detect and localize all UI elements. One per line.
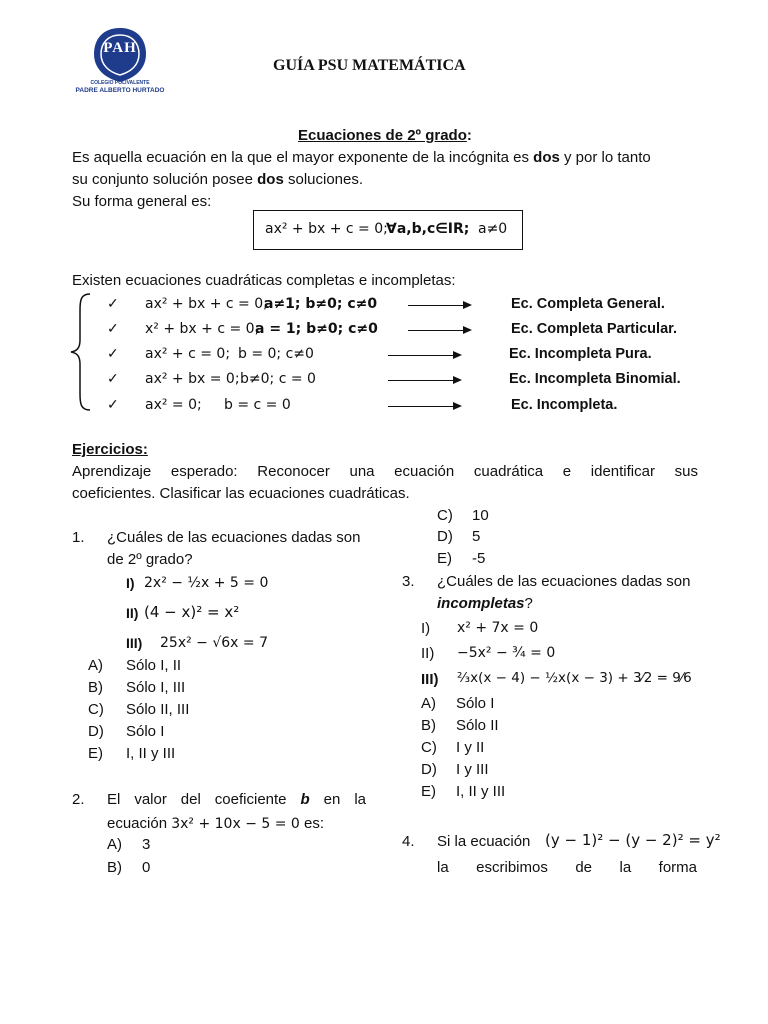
item-label: I) <box>421 620 431 637</box>
answer-option-a[interactable] <box>88 657 288 677</box>
option-text: 0 <box>142 859 151 876</box>
item-label: II) <box>421 645 435 662</box>
option-text: Sólo I, III <box>126 679 186 696</box>
question-text-line-2 <box>107 815 324 832</box>
type-equation: x² + bx + c = 0; <box>145 321 260 337</box>
q2-equation: 3x² + 10x − 5 = 0 <box>171 816 300 832</box>
type-row-2 <box>0 320 768 342</box>
answer-option-d[interactable] <box>437 528 557 548</box>
intro-p2-b: dos <box>257 171 284 188</box>
type-label: Ec. Completa Particular. <box>511 321 678 337</box>
answer-option-e[interactable] <box>88 745 288 765</box>
q3-text-question-mark: ? <box>524 595 533 612</box>
item-label: III) <box>421 671 439 688</box>
type-label: Ec. Incompleta. <box>511 397 618 413</box>
option-letter: A) <box>107 836 122 853</box>
right-arrow-icon <box>388 406 460 407</box>
general-formula-c: a≠0 <box>478 221 508 237</box>
intro-p2-a: su conjunto solución posee <box>72 171 258 188</box>
item-label: III) <box>126 635 143 651</box>
type-condition: b = 0; c≠0 <box>238 346 314 362</box>
option-letter: C) <box>88 701 104 718</box>
school-logo <box>70 26 170 96</box>
section-heading-colon: : <box>466 127 472 144</box>
option-letter: E) <box>421 783 436 800</box>
option-letter: D) <box>88 723 104 740</box>
intro-p1-b: dos <box>533 149 560 166</box>
option-text: Sólo I <box>126 723 165 740</box>
question-text-line-2: la escribimos de la forma <box>437 859 697 876</box>
right-arrow-icon <box>408 330 470 331</box>
question-text-line-2 <box>437 595 533 612</box>
option-letter: D) <box>421 761 437 778</box>
type-condition: b≠0; c = 0 <box>240 371 316 387</box>
q2-text-c: en la <box>309 791 366 808</box>
general-formula-a: ax² + bx + c = 0; <box>265 221 388 237</box>
intro-p1-a: Es aquella ecuación en la que el mayor exponente de la incógnita es <box>72 149 534 166</box>
section-heading <box>298 127 472 144</box>
check-icon: ✓ <box>107 345 119 361</box>
answer-option-d[interactable] <box>88 723 288 743</box>
intro-paragraph-line-2 <box>72 171 363 188</box>
type-condition: b = c = 0 <box>224 397 291 413</box>
option-text: I y III <box>456 761 489 778</box>
option-text: I y II <box>456 739 485 756</box>
check-icon: ✓ <box>107 396 119 412</box>
answer-option-c[interactable] <box>88 701 288 721</box>
option-text: Sólo I, II <box>126 657 182 674</box>
type-label: Ec. Completa General. <box>511 296 665 312</box>
right-arrow-icon <box>388 355 460 356</box>
answer-option-b[interactable] <box>421 717 601 737</box>
question-number: 3. <box>402 573 415 590</box>
item-expression: x² + 7x = 0 <box>457 620 539 636</box>
types-intro: Existen ecuaciones cuadráticas completas e incompletas: <box>72 272 456 289</box>
q2-text-2a: ecuación <box>107 815 168 832</box>
type-condition: a = 1; b≠0; c≠0 <box>255 321 378 337</box>
answer-option-e[interactable] <box>437 550 557 570</box>
type-equation: ax² + bx = 0; <box>145 371 240 387</box>
type-row-4 <box>0 370 768 392</box>
option-text: Sólo I <box>456 695 495 712</box>
type-label: Ec. Incompleta Pura. <box>509 346 652 362</box>
q4-equation: (y − 1)² − (y − 2)² = y² <box>545 831 721 849</box>
type-row-5 <box>0 396 768 418</box>
question-number: 1. <box>72 529 85 546</box>
option-letter: B) <box>421 717 436 734</box>
expected-learning-line-2: coeficientes. Clasificar las ecuaciones cuadráticas. <box>72 485 410 502</box>
item-expression: 2x² − ½x + 5 = 0 <box>144 575 269 591</box>
item-expression: (4 − x)² = x² <box>144 603 240 621</box>
answer-option-e[interactable] <box>421 783 601 803</box>
option-letter: B) <box>107 859 122 876</box>
general-formula-box <box>253 210 523 250</box>
type-condition: a≠1; b≠0; c≠0 <box>264 296 378 312</box>
answer-option-d[interactable] <box>421 761 601 781</box>
option-text: I, II y III <box>126 745 176 762</box>
option-letter: E) <box>437 550 452 567</box>
option-text: Sólo II, III <box>126 701 190 718</box>
q3-text-incompletas: incompletas <box>437 595 525 612</box>
answer-option-b[interactable] <box>88 679 288 699</box>
option-text: -5 <box>472 550 486 567</box>
option-letter: B) <box>88 679 103 696</box>
item-expression: ⅔x(x − 4) − ½x(x − 3) + 3⁄2 = 9⁄6 <box>457 670 692 686</box>
option-letter: E) <box>88 745 103 762</box>
question-text-line-1 <box>107 791 366 808</box>
type-label: Ec. Incompleta Binomial. <box>509 371 681 387</box>
item-label: I) <box>126 575 135 591</box>
option-letter: A) <box>88 657 103 674</box>
intro-p2-c: soluciones. <box>283 171 364 188</box>
q2-text-2c: es: <box>304 815 325 832</box>
page-title: GUÍA PSU MATEMÁTICA <box>273 57 466 74</box>
option-text: Sólo II <box>456 717 499 734</box>
question-text-line-1: ¿Cuáles de las ecuaciones dadas son <box>107 529 361 546</box>
exercises-heading: Ejercicios: <box>72 441 148 458</box>
right-arrow-icon <box>408 305 470 306</box>
intro-paragraph-line-3: Su forma general es: <box>72 193 212 210</box>
question-text-line-1: ¿Cuáles de las ecuaciones dadas son <box>437 573 691 590</box>
item-expression: 25x² − √6x = 7 <box>160 635 268 651</box>
option-letter: D) <box>437 528 453 545</box>
option-text: 3 <box>142 836 151 853</box>
logo-line-1: COLEGIO POLIVALENTE <box>90 80 150 86</box>
question-text-line-2: de 2º grado? <box>107 551 193 568</box>
option-text: 5 <box>472 528 481 545</box>
logo-initials: PAH <box>103 40 137 56</box>
answer-option-b[interactable] <box>107 859 227 879</box>
option-letter: A) <box>421 695 436 712</box>
question-number: 4. <box>402 833 415 850</box>
check-icon: ✓ <box>107 320 119 336</box>
q2-text-a: El valor del coeficiente <box>107 791 301 808</box>
check-icon: ✓ <box>107 370 119 386</box>
option-text: 10 <box>472 507 489 524</box>
general-formula-b: ∀a,b,c∈IR; <box>386 221 470 237</box>
intro-paragraph-line-1 <box>72 149 651 166</box>
logo-line-2: PADRE ALBERTO HURTADO <box>75 87 165 94</box>
item-label: II) <box>126 605 139 621</box>
section-heading-text: Ecuaciones de 2º grado <box>298 127 467 144</box>
option-letter: C) <box>421 739 437 756</box>
type-equation: ax² + c = 0; <box>145 346 231 362</box>
type-equation: ax² + bx + c = 0; <box>145 296 268 312</box>
q2-text-b: b <box>300 791 310 808</box>
option-letter: C) <box>437 507 453 524</box>
answer-option-a[interactable] <box>107 836 227 856</box>
option-text: I, II y III <box>456 783 506 800</box>
expected-learning-line-1: Aprendizaje esperado: Reconocer una ecuación cuadrática e identificar sus <box>72 463 698 480</box>
answer-option-c[interactable] <box>421 739 601 759</box>
right-arrow-icon <box>388 380 460 381</box>
question-text-line-1a: Si la ecuación <box>437 833 531 850</box>
answer-option-c[interactable] <box>437 507 557 527</box>
type-equation: ax² = 0; <box>145 397 202 413</box>
type-row-3 <box>0 345 768 367</box>
intro-p1-c: y por lo tanto <box>559 149 651 166</box>
type-row-1 <box>0 295 768 317</box>
item-expression: −5x² − ¾ = 0 <box>457 645 556 661</box>
question-number: 2. <box>72 791 85 808</box>
check-icon: ✓ <box>107 295 119 311</box>
answer-option-a[interactable] <box>421 695 601 715</box>
